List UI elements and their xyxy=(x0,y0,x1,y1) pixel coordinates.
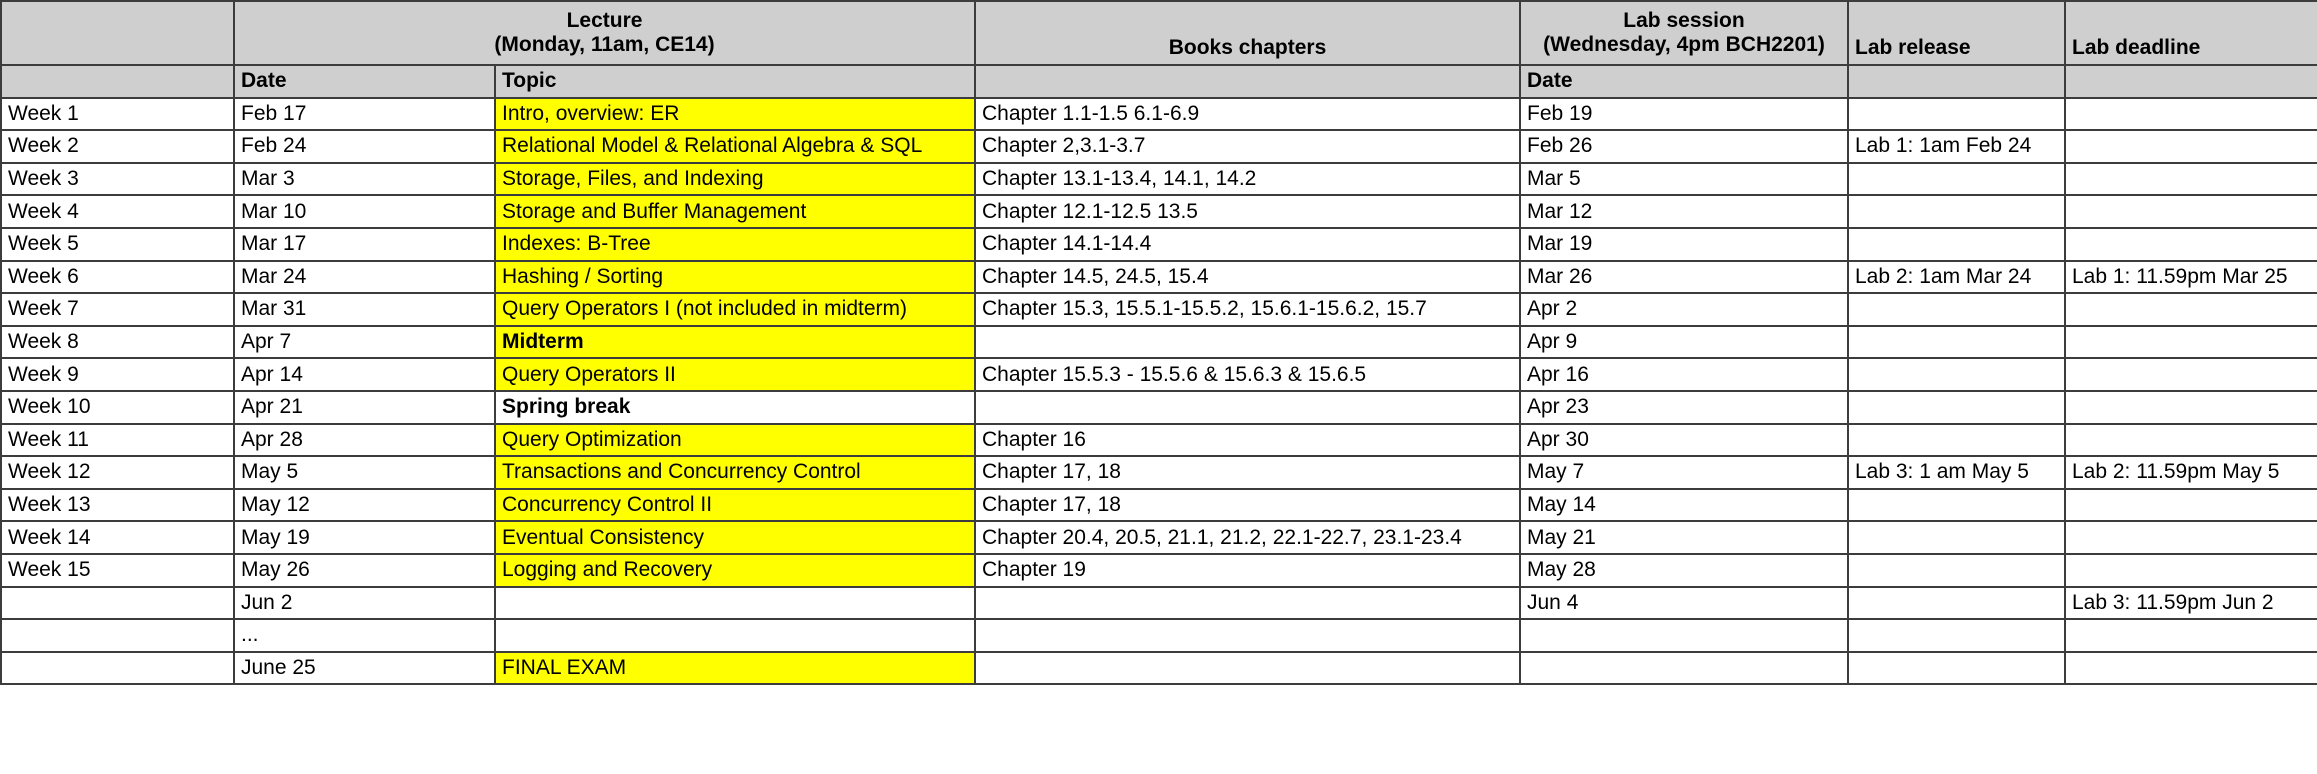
chapters-cell[interactable]: Chapter 14.5, 24.5, 15.4 xyxy=(975,261,1520,294)
lab-date-cell[interactable]: Jun 4 xyxy=(1520,587,1848,620)
lab-release-cell[interactable] xyxy=(1848,326,2065,359)
table-row xyxy=(1,98,2317,131)
lab-release-cell[interactable] xyxy=(1848,391,2065,424)
lab-deadline-cell[interactable] xyxy=(2065,489,2317,522)
lecture-date-cell[interactable]: Feb 24 xyxy=(234,130,495,163)
lab-release-header[interactable]: Lab release xyxy=(1848,1,2065,65)
lab-date-header[interactable]: Date xyxy=(1520,65,1848,98)
week-cell[interactable]: Week 10 xyxy=(1,391,234,424)
lab-date-cell[interactable]: Apr 16 xyxy=(1520,358,1848,391)
chapters-cell[interactable] xyxy=(975,326,1520,359)
table-row xyxy=(1,228,2317,261)
lab-deadline-cell[interactable] xyxy=(2065,424,2317,457)
week-cell[interactable]: Week 9 xyxy=(1,358,234,391)
chapters-cell[interactable] xyxy=(975,587,1520,620)
lecture-date-cell[interactable]: Mar 31 xyxy=(234,293,495,326)
topic-cell[interactable]: Concurrency Control II xyxy=(495,489,975,522)
week-cell[interactable]: Week 3 xyxy=(1,163,234,196)
books-chapters-header[interactable]: Books chapters xyxy=(975,1,1520,65)
week-cell[interactable]: Week 6 xyxy=(1,261,234,294)
lab-session-header[interactable] xyxy=(1520,1,1848,65)
lab-release-cell[interactable] xyxy=(1848,587,2065,620)
chapters-cell[interactable] xyxy=(975,652,1520,685)
lecture-date-cell[interactable]: Feb 17 xyxy=(234,98,495,131)
lab-deadline-header[interactable]: Lab deadline xyxy=(2065,1,2317,65)
lecture-date-cell[interactable]: May 12 xyxy=(234,489,495,522)
topic-cell[interactable]: Intro, overview: ER xyxy=(495,98,975,131)
chapters-cell[interactable]: Chapter 19 xyxy=(975,554,1520,587)
week-cell[interactable] xyxy=(1,619,234,652)
week-cell[interactable]: Week 1 xyxy=(1,98,234,131)
lab-release-cell[interactable] xyxy=(1848,358,2065,391)
lab-deadline-cell[interactable] xyxy=(2065,358,2317,391)
table-row xyxy=(1,489,2317,522)
header-row-1 xyxy=(1,1,2317,65)
lecture-date-cell[interactable]: Jun 2 xyxy=(234,587,495,620)
chapters-cell[interactable]: Chapter 15.3, 15.5.1-15.5.2, 15.6.1-15.6.2, 15.7 xyxy=(975,293,1520,326)
lab-date-cell[interactable]: Mar 5 xyxy=(1520,163,1848,196)
chapters-cell[interactable]: Chapter 14.1-14.4 xyxy=(975,228,1520,261)
lab-date-cell[interactable]: Feb 26 xyxy=(1520,130,1848,163)
week-cell[interactable]: Week 5 xyxy=(1,228,234,261)
week-cell[interactable]: Week 8 xyxy=(1,326,234,359)
topic-header[interactable]: Topic xyxy=(495,65,975,98)
topic-cell[interactable]: Eventual Consistency xyxy=(495,521,975,554)
table-row xyxy=(1,456,2317,489)
lab-date-cell[interactable] xyxy=(1520,652,1848,685)
lab-release-cell[interactable] xyxy=(1848,293,2065,326)
lab-deadline-cell[interactable] xyxy=(2065,619,2317,652)
lab-deadline-cell[interactable] xyxy=(2065,130,2317,163)
lab-session-header-title: Lab session xyxy=(1623,9,1745,32)
topic-cell[interactable]: Query Operators II xyxy=(495,358,975,391)
lab-date-cell[interactable]: Apr 23 xyxy=(1520,391,1848,424)
lab-deadline-cell[interactable] xyxy=(2065,293,2317,326)
lab-date-cell[interactable]: May 14 xyxy=(1520,489,1848,522)
lecture-date-cell[interactable]: Apr 21 xyxy=(234,391,495,424)
topic-cell[interactable]: FINAL EXAM xyxy=(495,652,975,685)
lab-date-cell[interactable]: Apr 30 xyxy=(1520,424,1848,457)
lab-release-cell[interactable]: Lab 3: 1 am May 5 xyxy=(1848,456,2065,489)
lab-release-cell[interactable]: Lab 1: 1am Feb 24 xyxy=(1848,130,2065,163)
date-header[interactable]: Date xyxy=(234,65,495,98)
chapters-cell[interactable]: Chapter 15.5.3 - 15.5.6 & 15.6.3 & 15.6.5 xyxy=(975,358,1520,391)
week-cell[interactable]: Week 14 xyxy=(1,521,234,554)
chapters-cell[interactable]: Chapter 12.1-12.5 13.5 xyxy=(975,195,1520,228)
topic-cell[interactable]: Storage and Buffer Management xyxy=(495,195,975,228)
lab-release-cell[interactable] xyxy=(1848,195,2065,228)
lecture-date-cell[interactable]: Apr 28 xyxy=(234,424,495,457)
topic-cell[interactable]: Midterm xyxy=(495,326,975,359)
lecture-date-cell[interactable]: Apr 14 xyxy=(234,358,495,391)
lab-release-cell[interactable] xyxy=(1848,619,2065,652)
lab-date-cell[interactable]: Apr 9 xyxy=(1520,326,1848,359)
lab-date-cell[interactable]: May 21 xyxy=(1520,521,1848,554)
week-cell[interactable]: Week 15 xyxy=(1,554,234,587)
chapters-cell[interactable]: Chapter 13.1-13.4, 14.1, 14.2 xyxy=(975,163,1520,196)
chapters-cell[interactable]: Chapter 16 xyxy=(975,424,1520,457)
lab-deadline-cell[interactable] xyxy=(2065,326,2317,359)
lab-deadline-cell[interactable] xyxy=(2065,163,2317,196)
lab-release-cell[interactable] xyxy=(1848,163,2065,196)
lab-date-cell[interactable]: Feb 19 xyxy=(1520,98,1848,131)
lab-date-cell[interactable]: May 28 xyxy=(1520,554,1848,587)
week-cell[interactable]: Week 13 xyxy=(1,489,234,522)
chapters-subheader-cell[interactable] xyxy=(975,65,1520,98)
table-row xyxy=(1,358,2317,391)
lab-release-cell[interactable] xyxy=(1848,424,2065,457)
lab-deadline-cell[interactable]: Lab 1: 11.59pm Mar 25 xyxy=(2065,261,2317,294)
topic-cell[interactable]: Spring break xyxy=(495,391,975,424)
release-subheader-cell[interactable] xyxy=(1848,65,2065,98)
table-row xyxy=(1,554,2317,587)
lab-deadline-cell[interactable] xyxy=(2065,195,2317,228)
lab-release-cell[interactable] xyxy=(1848,554,2065,587)
lab-deadline-cell[interactable] xyxy=(2065,98,2317,131)
lab-date-cell[interactable] xyxy=(1520,619,1848,652)
chapters-cell[interactable]: Chapter 2,3.1-3.7 xyxy=(975,130,1520,163)
lab-deadline-cell[interactable]: Lab 2: 11.59pm May 5 xyxy=(2065,456,2317,489)
lecture-date-cell[interactable]: Apr 7 xyxy=(234,326,495,359)
lab-release-cell[interactable] xyxy=(1848,489,2065,522)
header-blank-cell[interactable] xyxy=(1,1,234,65)
topic-cell[interactable]: Indexes: B-Tree xyxy=(495,228,975,261)
table-row xyxy=(1,521,2317,554)
lab-release-cell[interactable]: Lab 2: 1am Mar 24 xyxy=(1848,261,2065,294)
week-cell[interactable]: Week 2 xyxy=(1,130,234,163)
table-row xyxy=(1,652,2317,685)
topic-cell[interactable]: Transactions and Concurrency Control xyxy=(495,456,975,489)
lab-date-cell[interactable]: Mar 19 xyxy=(1520,228,1848,261)
lecture-header-title: Lecture xyxy=(566,9,643,32)
table-row xyxy=(1,195,2317,228)
topic-cell[interactable]: Relational Model & Relational Algebra & SQL xyxy=(495,130,975,163)
lab-deadline-cell[interactable] xyxy=(2065,228,2317,261)
lecture-date-cell[interactable]: ... xyxy=(234,619,495,652)
topic-cell[interactable] xyxy=(495,587,975,620)
lab-deadline-cell[interactable]: Lab 3: 11.59pm Jun 2 xyxy=(2065,587,2317,620)
chapters-cell[interactable]: Chapter 17, 18 xyxy=(975,456,1520,489)
header-row-2 xyxy=(1,65,2317,98)
lecture-date-cell[interactable]: May 5 xyxy=(234,456,495,489)
topic-cell[interactable]: Hashing / Sorting xyxy=(495,261,975,294)
lecture-date-cell[interactable]: May 26 xyxy=(234,554,495,587)
table-row xyxy=(1,391,2317,424)
week-cell[interactable] xyxy=(1,587,234,620)
lab-date-cell[interactable]: Mar 12 xyxy=(1520,195,1848,228)
topic-cell[interactable]: Storage, Files, and Indexing xyxy=(495,163,975,196)
lab-date-cell[interactable]: Apr 2 xyxy=(1520,293,1848,326)
lecture-date-cell[interactable]: Mar 17 xyxy=(234,228,495,261)
table-row xyxy=(1,163,2317,196)
week-cell[interactable] xyxy=(1,652,234,685)
table-row xyxy=(1,619,2317,652)
chapters-cell[interactable]: Chapter 1.1-1.5 6.1-6.9 xyxy=(975,98,1520,131)
table-row xyxy=(1,293,2317,326)
chapters-cell[interactable] xyxy=(975,391,1520,424)
lab-deadline-cell[interactable] xyxy=(2065,521,2317,554)
lab-release-cell[interactable] xyxy=(1848,228,2065,261)
table-row xyxy=(1,261,2317,294)
week-cell[interactable]: Week 4 xyxy=(1,195,234,228)
topic-cell[interactable]: Query Optimization xyxy=(495,424,975,457)
lab-date-cell[interactable]: May 7 xyxy=(1520,456,1848,489)
chapters-cell[interactable] xyxy=(975,619,1520,652)
week-cell[interactable]: Week 12 xyxy=(1,456,234,489)
lecture-header-subtitle: (Monday, 11am, CE14) xyxy=(494,33,715,56)
lecture-date-cell[interactable]: June 25 xyxy=(234,652,495,685)
lab-deadline-cell[interactable] xyxy=(2065,391,2317,424)
lecture-date-cell[interactable]: Mar 10 xyxy=(234,195,495,228)
topic-cell[interactable]: Query Operators I (not included in midterm) xyxy=(495,293,975,326)
topic-cell[interactable] xyxy=(495,619,975,652)
lab-deadline-cell[interactable] xyxy=(2065,652,2317,685)
week-cell[interactable]: Week 11 xyxy=(1,424,234,457)
table-row xyxy=(1,587,2317,620)
lab-release-cell[interactable] xyxy=(1848,652,2065,685)
lab-session-header-subtitle: (Wednesday, 4pm BCH2201) xyxy=(1543,33,1825,56)
deadline-subheader-cell[interactable] xyxy=(2065,65,2317,98)
table-row xyxy=(1,424,2317,457)
table-row xyxy=(1,326,2317,359)
lecture-header[interactable] xyxy=(234,1,975,65)
week-cell[interactable]: Week 7 xyxy=(1,293,234,326)
topic-cell[interactable]: Logging and Recovery xyxy=(495,554,975,587)
lab-release-cell[interactable] xyxy=(1848,521,2065,554)
lecture-date-cell[interactable]: Mar 24 xyxy=(234,261,495,294)
lab-deadline-cell[interactable] xyxy=(2065,554,2317,587)
lab-release-cell[interactable] xyxy=(1848,98,2065,131)
chapters-cell[interactable]: Chapter 17, 18 xyxy=(975,489,1520,522)
lecture-date-cell[interactable]: Mar 3 xyxy=(234,163,495,196)
lecture-date-cell[interactable]: May 19 xyxy=(234,521,495,554)
lab-date-cell[interactable]: Mar 26 xyxy=(1520,261,1848,294)
chapters-cell[interactable]: Chapter 20.4, 20.5, 21.1, 21.2, 22.1-22.7, 23.1-23.4 xyxy=(975,521,1520,554)
header2-blank-cell[interactable] xyxy=(1,65,234,98)
table-row xyxy=(1,130,2317,163)
